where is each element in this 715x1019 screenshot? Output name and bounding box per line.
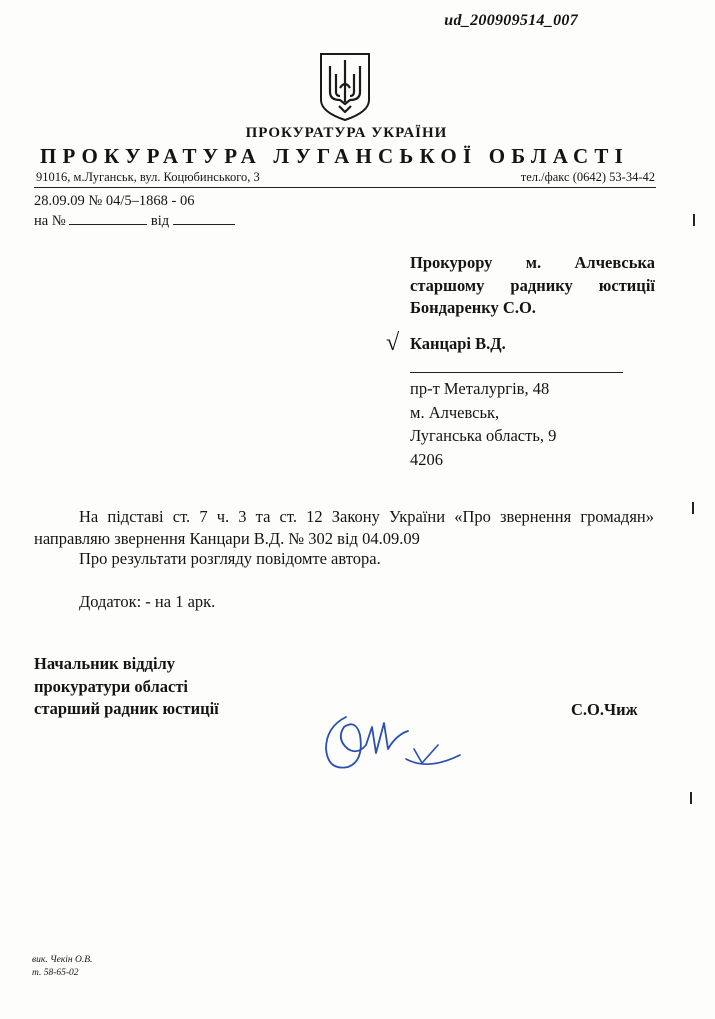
in-reply-number-blank — [69, 212, 147, 225]
outgoing-number: 28.09.09 № 04/5–1868 - 06 — [34, 193, 195, 209]
executor-info — [32, 954, 92, 980]
in-reply-from: від — [150, 213, 170, 229]
handwritten-signature — [318, 705, 468, 785]
document-id: ud_200909514_007 — [444, 12, 578, 29]
in-reply-date-blank — [173, 212, 235, 225]
executor-phone: т. 58-65-02 — [32, 968, 79, 978]
address-line: пр-т Металургів, 48 — [410, 379, 550, 398]
signatory-title-line: старший радник юстиції — [34, 699, 219, 718]
org-address: 91016, м.Луганськ, вул. Коцюбинського, 3 — [36, 170, 260, 184]
signatory-title-line: Начальник відділу — [34, 654, 176, 673]
org-ukraine-prosecutor: ПРОКУРАТУРА УКРАЇНИ — [245, 125, 448, 141]
header-divider — [34, 187, 656, 188]
body-request: Про результати розгляду повідомте автора. — [79, 549, 381, 568]
recipient-block — [410, 252, 655, 320]
in-reply-line — [34, 212, 235, 230]
attachment-note: Додаток: - на 1 арк. — [79, 592, 216, 611]
signatory-title-line: прокуратури області — [34, 676, 189, 696]
scan-mark — [692, 502, 694, 514]
recipient-line-1: Прокурору м. Алчевська — [410, 253, 655, 272]
recipient-line-3: Бондаренку С.О. — [410, 298, 536, 317]
copy-recipient-name: Канцарі В.Д. — [410, 334, 506, 353]
trident-emblem-icon — [318, 52, 372, 122]
address-line: Луганська область, 9 — [410, 426, 557, 445]
address-divider — [410, 372, 623, 373]
address-line: м. Алчевськ, — [410, 402, 500, 422]
check-mark-icon: √ — [386, 330, 400, 356]
scan-mark — [693, 214, 695, 226]
org-luhansk-prosecutor: ПРОКУРАТУРА ЛУГАНСЬКОЇ ОБЛАСТІ — [40, 144, 629, 168]
scan-mark — [690, 792, 692, 804]
body-paragraph: На підставі ст. 7 ч. 3 та ст. 12 Закону України «Про звернення громадян» направляю звернення Канцари В.Д. № 302 від 04.09.09 — [34, 507, 654, 548]
recipient-line-2: старшому раднику юстиції — [410, 275, 655, 295]
address-line: 4206 — [410, 449, 443, 469]
signatory-title — [34, 653, 219, 721]
executor-name: вик. Чекін О.В. — [32, 955, 93, 965]
signatory-name: С.О.Чиж — [571, 700, 638, 719]
copy-recipient-address — [410, 377, 556, 471]
in-reply-prefix: на № — [34, 213, 66, 229]
org-phone: тел./факс (0642) 53-34-42 — [520, 170, 655, 184]
